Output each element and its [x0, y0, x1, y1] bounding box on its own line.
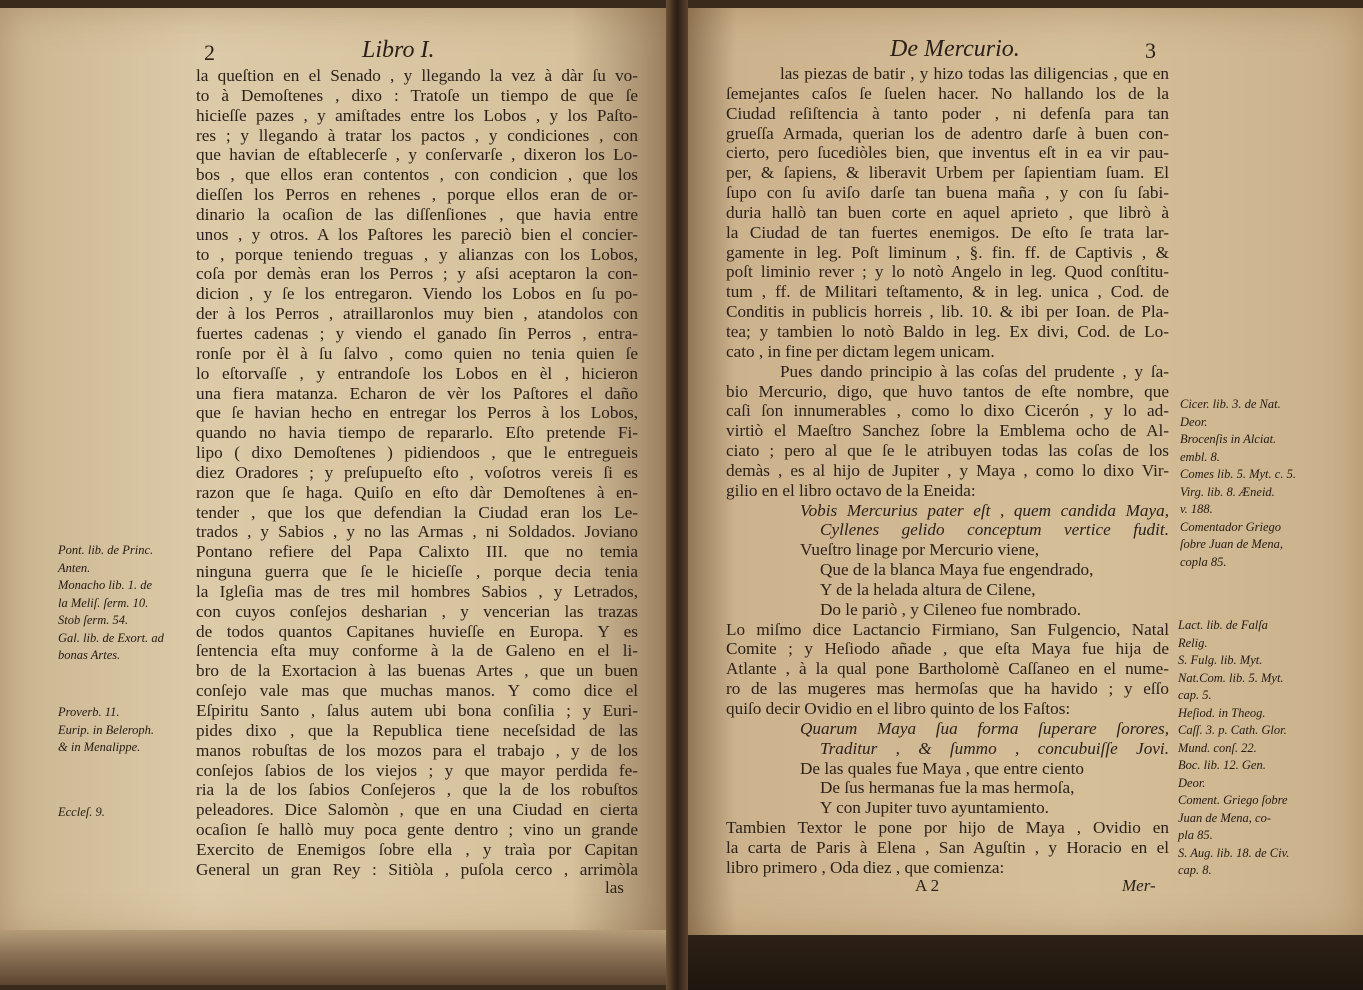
- text-line: tum , ff. de Militari teſtamento, & in leg. unica , Cod. de: [726, 282, 1169, 302]
- text-line: Y de la helada altura de Cilene,: [820, 579, 1036, 599]
- text-line: res ; y llegando à tratar los pactos , y condiciones , con: [196, 125, 638, 145]
- right-marginal-note-group: [1180, 396, 1296, 571]
- text-line: que ſe havian hecho en entregar los Perros à los Lobos,: [196, 403, 638, 423]
- text-line: ſupo con ſu aviſo darſe tan buena maña , y con ſu ſabi-: [726, 183, 1169, 203]
- text-line: quiſo decir Ovidio en el libro quinto de los Faſtos:: [726, 699, 1071, 718]
- marginal-note-line: Nat.Com. lib. 5. Myt.: [1178, 670, 1284, 685]
- marginal-note-line: Eccleſ. 9.: [58, 805, 105, 819]
- text-line: de todos quantos Capitanes huvieſſe en Europa. Y es: [196, 621, 638, 641]
- text-line: dieſſen los Perros en rehenes , porque ellos eran de or-: [196, 185, 638, 205]
- marginal-note-line: embl. 8.: [1180, 449, 1220, 464]
- marginal-note-line: Coment. Griego ſobre: [1178, 793, 1288, 807]
- text-line: General un gran Rey : Sitiòla , puſola cerco , arrimòla: [196, 859, 638, 879]
- text-line: coſa por demàs eran los Perros ; y aſsi aceptaron la con-: [196, 264, 638, 284]
- text-line: que havian de eſtablecerſe , y conſervarſe , dixeron los Lo-: [196, 145, 638, 165]
- marginal-note-line: bonas Artes.: [58, 648, 121, 662]
- left-page-number: 2: [204, 40, 215, 65]
- text-line: Ciudad reſiſtencia à tanto poder , ni defenſa para tan: [726, 103, 1169, 123]
- text-line: De ſus hermanas fue la mas hermoſa,: [820, 778, 1075, 798]
- text-line: libro primero , Oda diez , que comienza:: [726, 857, 1005, 877]
- left-page-edge: [0, 930, 672, 985]
- text-line: Pontano refiere del Papa Calixto III. que no temia: [196, 542, 638, 562]
- left-marginal-note-group: [58, 704, 154, 757]
- text-line: gilio en el libro octavo de la Eneida:: [726, 480, 976, 500]
- marginal-note-line: la Meliſ. ſerm. 10.: [58, 595, 149, 610]
- text-line: conſejo vale mas que muchas manos. Y como dice el: [196, 681, 638, 701]
- text-line: Quarum Maya ſua forma ſuperare ſorores,: [800, 718, 1169, 738]
- text-line: la queſtion en el Senado , y llegando la vez à dàr ſu vo-: [196, 66, 638, 85]
- left-catchword: las: [605, 878, 624, 897]
- text-line: Lo miſmo dice Lactancio Firmiano, San Fulgencio, Natal: [726, 619, 1169, 639]
- text-line: Comite ; y Heſiodo añade , que eſta Maya fue hija de: [726, 639, 1169, 659]
- text-line: to , porque teniendo treguas , y alianzas con los Lobos,: [196, 244, 638, 264]
- marginal-note-line: Relig.: [1178, 635, 1208, 650]
- text-line: tender , que los que defendian la Ciudad eran los Le-: [196, 502, 638, 522]
- text-line: Tambien Textor le pone por hijo de Maya , Ovidio en: [726, 818, 1169, 838]
- text-line: ocaſion ſe hallò muy poca gente dentro ; vino un grande: [196, 820, 638, 840]
- text-line: Traditur , & ſummo , concubuiſſe Jovi.: [820, 738, 1169, 758]
- text-line: to à Demoſtenes , dixo : Tratoſe un tiempo de que ſe: [196, 85, 638, 105]
- right-page-number: 3: [1145, 38, 1156, 63]
- text-line: caſi ſon innumerables , como lo dixo Cicerón , y lo ad-: [726, 401, 1169, 421]
- text-line: bos , que ellos eran contentos , con condicion , que los: [196, 165, 638, 185]
- text-line: tea; y tambien lo notò Baldo in leg. Ex divi, Cod. de Lo-: [726, 321, 1169, 341]
- text-line: una fiera matanza. Echaron de vèr los Paſtores el daño: [196, 383, 638, 403]
- marginal-note-line: Eurip. in Beleroph.: [58, 722, 155, 737]
- marginal-note-line: v. 188.: [1180, 502, 1213, 516]
- text-line: Vobis Mercurius pater eſt , quem candida Maya,: [800, 500, 1169, 520]
- text-line: der à los Perros , atraillaronlos muy bien , atandolos con: [196, 304, 638, 324]
- left-marginal-note-group: [58, 542, 164, 665]
- text-line: la Ciudad de tan fuertes enemigos. De eſto ſe trata lar-: [726, 222, 1169, 242]
- text-line: las piezas de batir , y hizo todas las diligencias , que en: [780, 64, 1169, 83]
- right-marginal-note-group: [1178, 617, 1289, 880]
- marginal-note-line: Heſiod. in Theog.: [1178, 705, 1266, 720]
- marginal-note-line: Pont. lib. de Princ.: [58, 543, 154, 557]
- text-line: dicion , y ſe los entregaron. Viendo los Lobos en ſu po-: [196, 284, 638, 304]
- marginal-note-line: Juan de Mena, co-: [1178, 810, 1272, 825]
- marginal-note-line: ſobre Juan de Mena,: [1180, 537, 1283, 551]
- marginal-note-line: Boc. lib. 12. Gen.: [1178, 758, 1266, 772]
- text-line: fuertes cadenas ; y viendo el ganado ſin Perros , entra-: [196, 323, 638, 343]
- left-marginal-note-group: [58, 804, 105, 822]
- marginal-note-line: Comes lib. 5. Myt. c. 5.: [1180, 467, 1296, 481]
- marginal-note-line: Brocenſis in Alciat.: [1180, 432, 1277, 446]
- marginal-note-line: & in Menalippe.: [58, 740, 141, 754]
- marginal-note-line: pla 85.: [1178, 828, 1213, 842]
- text-line: virtiò el Maeſtro Sanchez ſobre la Emblema ocho de Al-: [726, 421, 1169, 441]
- text-line: la Igleſia mas de tres mil hombres Sabios , y Letrados,: [196, 581, 638, 601]
- text-line: razon que ſe haga. Quiſo en eſto dàr Demoſtenes à en-: [196, 482, 638, 502]
- text-line: ninguna guerra que ſe le hicieſſe , porque decia tenia: [196, 562, 638, 582]
- marginal-note-line: Cicer. lib. 3. de Nat.: [1180, 397, 1281, 411]
- text-line: gamente in leg. Poſt liminum , §. fin. ff. de Captivis , &: [726, 242, 1169, 262]
- text-line: unos , y otros. A los Paſtores les pareciò bien el concier-: [196, 224, 638, 244]
- text-line: Y con Jupiter tuvo ayuntamiento.: [820, 798, 1049, 818]
- marginal-note-line: Caſſ. 3. p. Cath. Glor.: [1178, 723, 1287, 737]
- text-line: quando no havia tiempo de repararlo. Eſto pretende Fi-: [196, 423, 638, 443]
- text-line: peleadores. Dice Salomòn , que en una Ciudad en cierta: [196, 800, 638, 820]
- marginal-note-line: copla 85.: [1180, 554, 1227, 569]
- text-line: manos robuſtas de los mozos para el trabajo , y de los: [196, 740, 638, 760]
- text-line: la carta de Paris à Elena , San Aguſtin , y Horacio en el: [726, 837, 1169, 857]
- marginal-note-line: S. Fulg. lib. Myt.: [1178, 653, 1263, 667]
- marginal-note-line: Comentador Griego: [1180, 519, 1282, 534]
- text-line: Exercito de Enemigos ſobre ella , y traìa por Capitan: [196, 839, 638, 859]
- text-line: pides dixo , que la Republica tiene neceſsidad de las: [196, 720, 638, 740]
- text-line: conſejos ſabios de los viejos ; y que mayor perdida fe-: [196, 760, 638, 780]
- text-line: Conditis in publicis horreis , lib. 10. & ibi per Ioan. de Pla-: [726, 302, 1169, 322]
- text-line: Eſpiritu Santo , ſalus autem ubi bona conſilia ; y Euri-: [196, 701, 638, 720]
- text-line: ro de las mugeres mas hermoſas que ha havido ; y eſſo: [726, 679, 1169, 699]
- marginal-note-line: cap. 8.: [1178, 863, 1212, 877]
- text-line: lo eſtorvaſſe , y entrandoſe los Lobos en èl , hicieron: [196, 363, 638, 383]
- text-line: per, & ſapiens, & liberavit Urbem per ſapientiam ſuam. El: [726, 163, 1169, 183]
- text-line: trados , y Sabios , y no las Armas , ni Soldados. Joviano: [196, 522, 638, 542]
- text-line: bio Mercurio, digo, que huvo tantos de eſte nombre, que: [726, 381, 1169, 401]
- right-catchword: Mer-: [1122, 876, 1156, 895]
- text-line: ſemejantes caſos ſe ſuelen hacer. No hallando los de la: [726, 83, 1169, 103]
- text-line: demàs , es al hijo de Jupiter , y Maya , como lo dixo Vir-: [726, 460, 1169, 480]
- book-gutter: [666, 0, 688, 990]
- text-line: hicieſſe pazes , y amiſtades entre los Lobos , y los Paſto-: [196, 105, 638, 125]
- left-running-head: Libro I.: [362, 37, 435, 63]
- text-line: lipo ( dixo Demoſtenes ) pidiendoos , que le entregueis: [196, 443, 638, 463]
- text-line: grueſſa Armada, querian los de adentro darſe à buen con-: [726, 123, 1169, 143]
- text-line: Vueſtro linage por Mercurio viene,: [800, 540, 1040, 560]
- marginal-note-line: Monacho lib. 1. de: [58, 578, 153, 592]
- marginal-note-line: Deor.: [1178, 775, 1206, 790]
- text-line: con cuyos conſejos desharian , y vencerian las trazas: [196, 601, 638, 621]
- marginal-note-line: Virg. lib. 8. Æneid.: [1180, 484, 1275, 499]
- text-line: ciato ; pero al que ſe le atribuyen todas las coſas de los: [726, 441, 1169, 461]
- marginal-note-line: Stob ſerm. 54.: [58, 613, 129, 627]
- text-line: diez Oradores ; y preſupueſto eſto , voſotros vereis ſi es: [196, 462, 638, 482]
- text-line: ſentencia eſta muy conforme à la de Galeno en el li-: [196, 641, 638, 661]
- right-running-head: De Mercurio.: [890, 36, 1020, 62]
- marginal-note-line: Proverb. 11.: [58, 705, 120, 719]
- text-line: Que de la blanca Maya fue engendrado,: [820, 560, 1094, 580]
- text-line: cierto, pero ſucediòles bien, que inventus eſt in ea vir pau-: [726, 143, 1169, 163]
- text-line: De las quales fue Maya , que entre ciento: [800, 758, 1084, 778]
- marginal-note-line: Gal. lib. de Exort. ad: [58, 630, 164, 645]
- text-line: Cyllenes gelido conceptum vertice fudit.: [820, 520, 1169, 540]
- marginal-note-line: Anten.: [58, 560, 91, 575]
- text-line: bro de la Exortacion à las buenas Artes , que un buen: [196, 661, 638, 681]
- marginal-note-line: S. Aug. lib. 18. de Civ.: [1178, 845, 1290, 860]
- marginal-note-line: cap. 5.: [1178, 688, 1212, 702]
- text-line: poſt liminio rever ; y lo notò Angelo in leg. Quod conſtitu-: [726, 262, 1169, 282]
- left-body-text: [196, 66, 638, 880]
- text-line: dinario la ocaſion de las diſſenſiones , que havia entre: [196, 204, 638, 224]
- marginal-note-line: Mund. conſ. 22.: [1178, 740, 1257, 755]
- text-line: cato , in fine per dictam legem unicam.: [726, 341, 995, 361]
- marginal-note-line: Deor.: [1180, 414, 1208, 429]
- right-body-text: [726, 64, 1169, 878]
- text-line: ronſe por èl à ſu ſalvo , como quien no tenia quien ſe: [196, 343, 638, 363]
- text-line: Atlante , à la qual pone Bartholomè Caſſaneo en el nume-: [726, 659, 1169, 679]
- right-page-shadow: [682, 935, 1363, 990]
- text-line: duria hallò tan buen corte en aquel aprieto , que librò à: [726, 202, 1169, 222]
- text-line: ria la de los ſabios Conſejeros , que la de los robuſtos: [196, 780, 638, 800]
- text-line: Pues dando principio à las coſas del prudente , y ſa-: [780, 361, 1169, 381]
- marginal-note-line: Lact. lib. de Falſa: [1178, 618, 1268, 632]
- signature-mark: A 2: [915, 876, 940, 895]
- text-line: Do le pariò , y Cileneo fue nombrado.: [820, 599, 1082, 619]
